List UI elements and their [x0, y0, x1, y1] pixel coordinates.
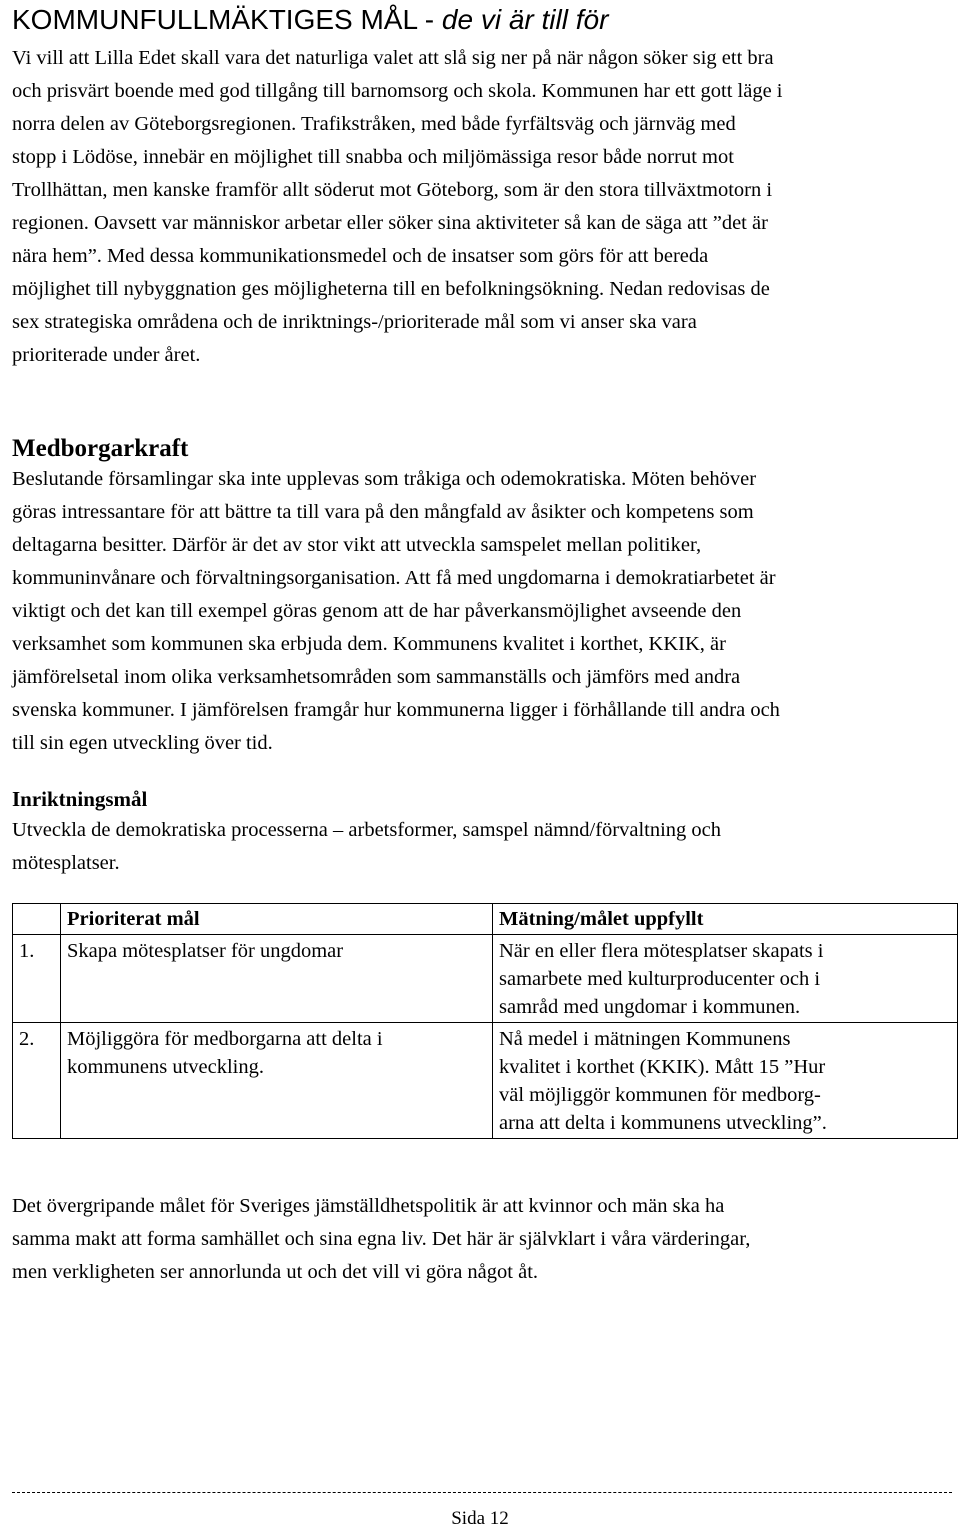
measure-line: kvalitet i korthet (KKIK). Mått 15 ”Hur — [499, 1056, 826, 1078]
intro-line: Vi vill att Lilla Edet skall vara det naturliga valet att slå sig ner på när någon söker sig ett bra — [12, 47, 774, 69]
intro-line: och prisvärt boende med god tillgång till barnomsorg och skola. Kommunen har ett gott läge i — [12, 80, 783, 102]
section-line: Beslutande församlingar ska inte upplevas som tråkiga och odemokratiska. Möten behöver — [12, 468, 757, 490]
goal-line: Möjliggöra för medborgarna att delta i — [67, 1028, 383, 1050]
goal-line: Skapa mötesplatser för ungdomar — [67, 940, 344, 962]
closing-line: men verkligheten ser annorlunda ut och det vill vi göra något åt. — [12, 1261, 539, 1283]
measure-line: samråd med ungdomar i kommunen. — [499, 996, 801, 1018]
measure-line: Nå medel i mätningen Kommunens — [499, 1028, 791, 1050]
table-row — [13, 935, 958, 1023]
table-cell-number: 1. — [13, 935, 61, 1023]
focus-paragraph — [12, 814, 948, 880]
page-title-main: KOMMUNFULLMÄKTIGES MÅL - — [12, 4, 442, 35]
focus-line: mötesplatser. — [12, 852, 120, 874]
section-line: göras intressantare för att bättre ta till vara på den mångfald av åsikter och kompetens som — [12, 501, 754, 523]
section-line: kommuninvånare och förvaltningsorganisation. Att få med ungdomarna i demokratiarbetet är — [12, 567, 776, 589]
intro-line: regionen. Oavsett var människor arbetar eller söker sina aktiviteter så kan de säga att ”det är — [12, 212, 768, 234]
measure-line: arna att delta i kommunens utveckling”. — [499, 1112, 827, 1134]
measure-line: När en eller flera mötesplatser skapats i — [499, 940, 824, 962]
intro-paragraph — [12, 42, 948, 372]
goal-line: kommunens utveckling. — [67, 1056, 265, 1078]
intro-line: stopp i Lödöse, innebär en möjlighet till snabba och miljömässiga resor både norrut mot — [12, 146, 734, 168]
table-header-row — [13, 904, 958, 935]
measure-line: väl möjliggör kommunen för medborg- — [499, 1084, 821, 1106]
intro-line: norra delen av Göteborgsregionen. Trafikstråken, med både fyrfältsväg och järnväg med — [12, 113, 736, 135]
section-line: jämförelsetal inom olika verksamhetsområden som sammanställs och jämförs med andra — [12, 666, 741, 688]
focus-line: Utveckla de demokratiska processerna – arbetsformer, samspel nämnd/förvaltning och — [12, 819, 722, 841]
intro-line: nära hem”. Med dessa kommunikationsmedel och de insatser som görs för att bereda — [12, 245, 709, 267]
section-line: verksamhet som kommunen ska erbjuda dem. Kommunens kvalitet i korthet, KKIK, är — [12, 633, 726, 655]
intro-line: möjlighet till nybyggnation ges möjligheterna till en befolkningsökning. Nedan redovisas de — [12, 278, 770, 300]
page-title — [12, 2, 608, 38]
closing-line: Det övergripande målet för Sveriges jämställdhetspolitik är att kvinnor och män ska ha — [12, 1195, 725, 1217]
section-line: viktigt och det kan till exempel göras genom att de har påverkansmöjlighet avseende den — [12, 600, 742, 622]
section-line: deltagarna besitter. Därför är det av stor vikt att utveckla samspelet mellan politiker, — [12, 534, 702, 556]
intro-line: prioriterade under året. — [12, 344, 201, 366]
table-cell-measure — [493, 935, 958, 1023]
section-line: svenska kommuner. I jämförelsen framgår hur kommunerna ligger i förhållande till andra och — [12, 699, 780, 721]
table-header-goal: Prioriterat mål — [61, 904, 493, 935]
table-header-measure: Mätning/målet uppfyllt — [493, 904, 958, 935]
footer-divider — [12, 1492, 952, 1493]
closing-line: samma makt att forma samhället och sina egna liv. Det här är självklart i våra värderingar, — [12, 1228, 751, 1250]
table-header-number — [13, 904, 61, 935]
measure-line: samarbete med kulturproducenter och i — [499, 968, 821, 990]
intro-line: Trollhättan, men kanske framför allt söderut mot Göteborg, som är den stora tillväxtmotorn i — [12, 179, 773, 201]
table-cell-measure — [493, 1023, 958, 1139]
closing-paragraph — [12, 1190, 948, 1289]
page-title-sub: de vi är till för — [441, 4, 609, 35]
table-cell-goal — [61, 935, 493, 1023]
table-cell-goal — [61, 1023, 493, 1139]
focus-heading: Inriktningsmål — [12, 787, 148, 811]
table-row — [13, 1023, 958, 1139]
section-line: till sin egen utveckling över tid. — [12, 732, 273, 754]
section-paragraph — [12, 463, 948, 760]
section-heading: Medborgarkraft — [12, 435, 189, 462]
table-cell-number: 2. — [13, 1023, 61, 1139]
page-number: Sida 12 — [451, 1508, 509, 1529]
intro-line: sex strategiska områdena och de inriktnings-/prioriterade mål som vi anser ska vara — [12, 311, 697, 333]
goals-table — [12, 903, 958, 1139]
